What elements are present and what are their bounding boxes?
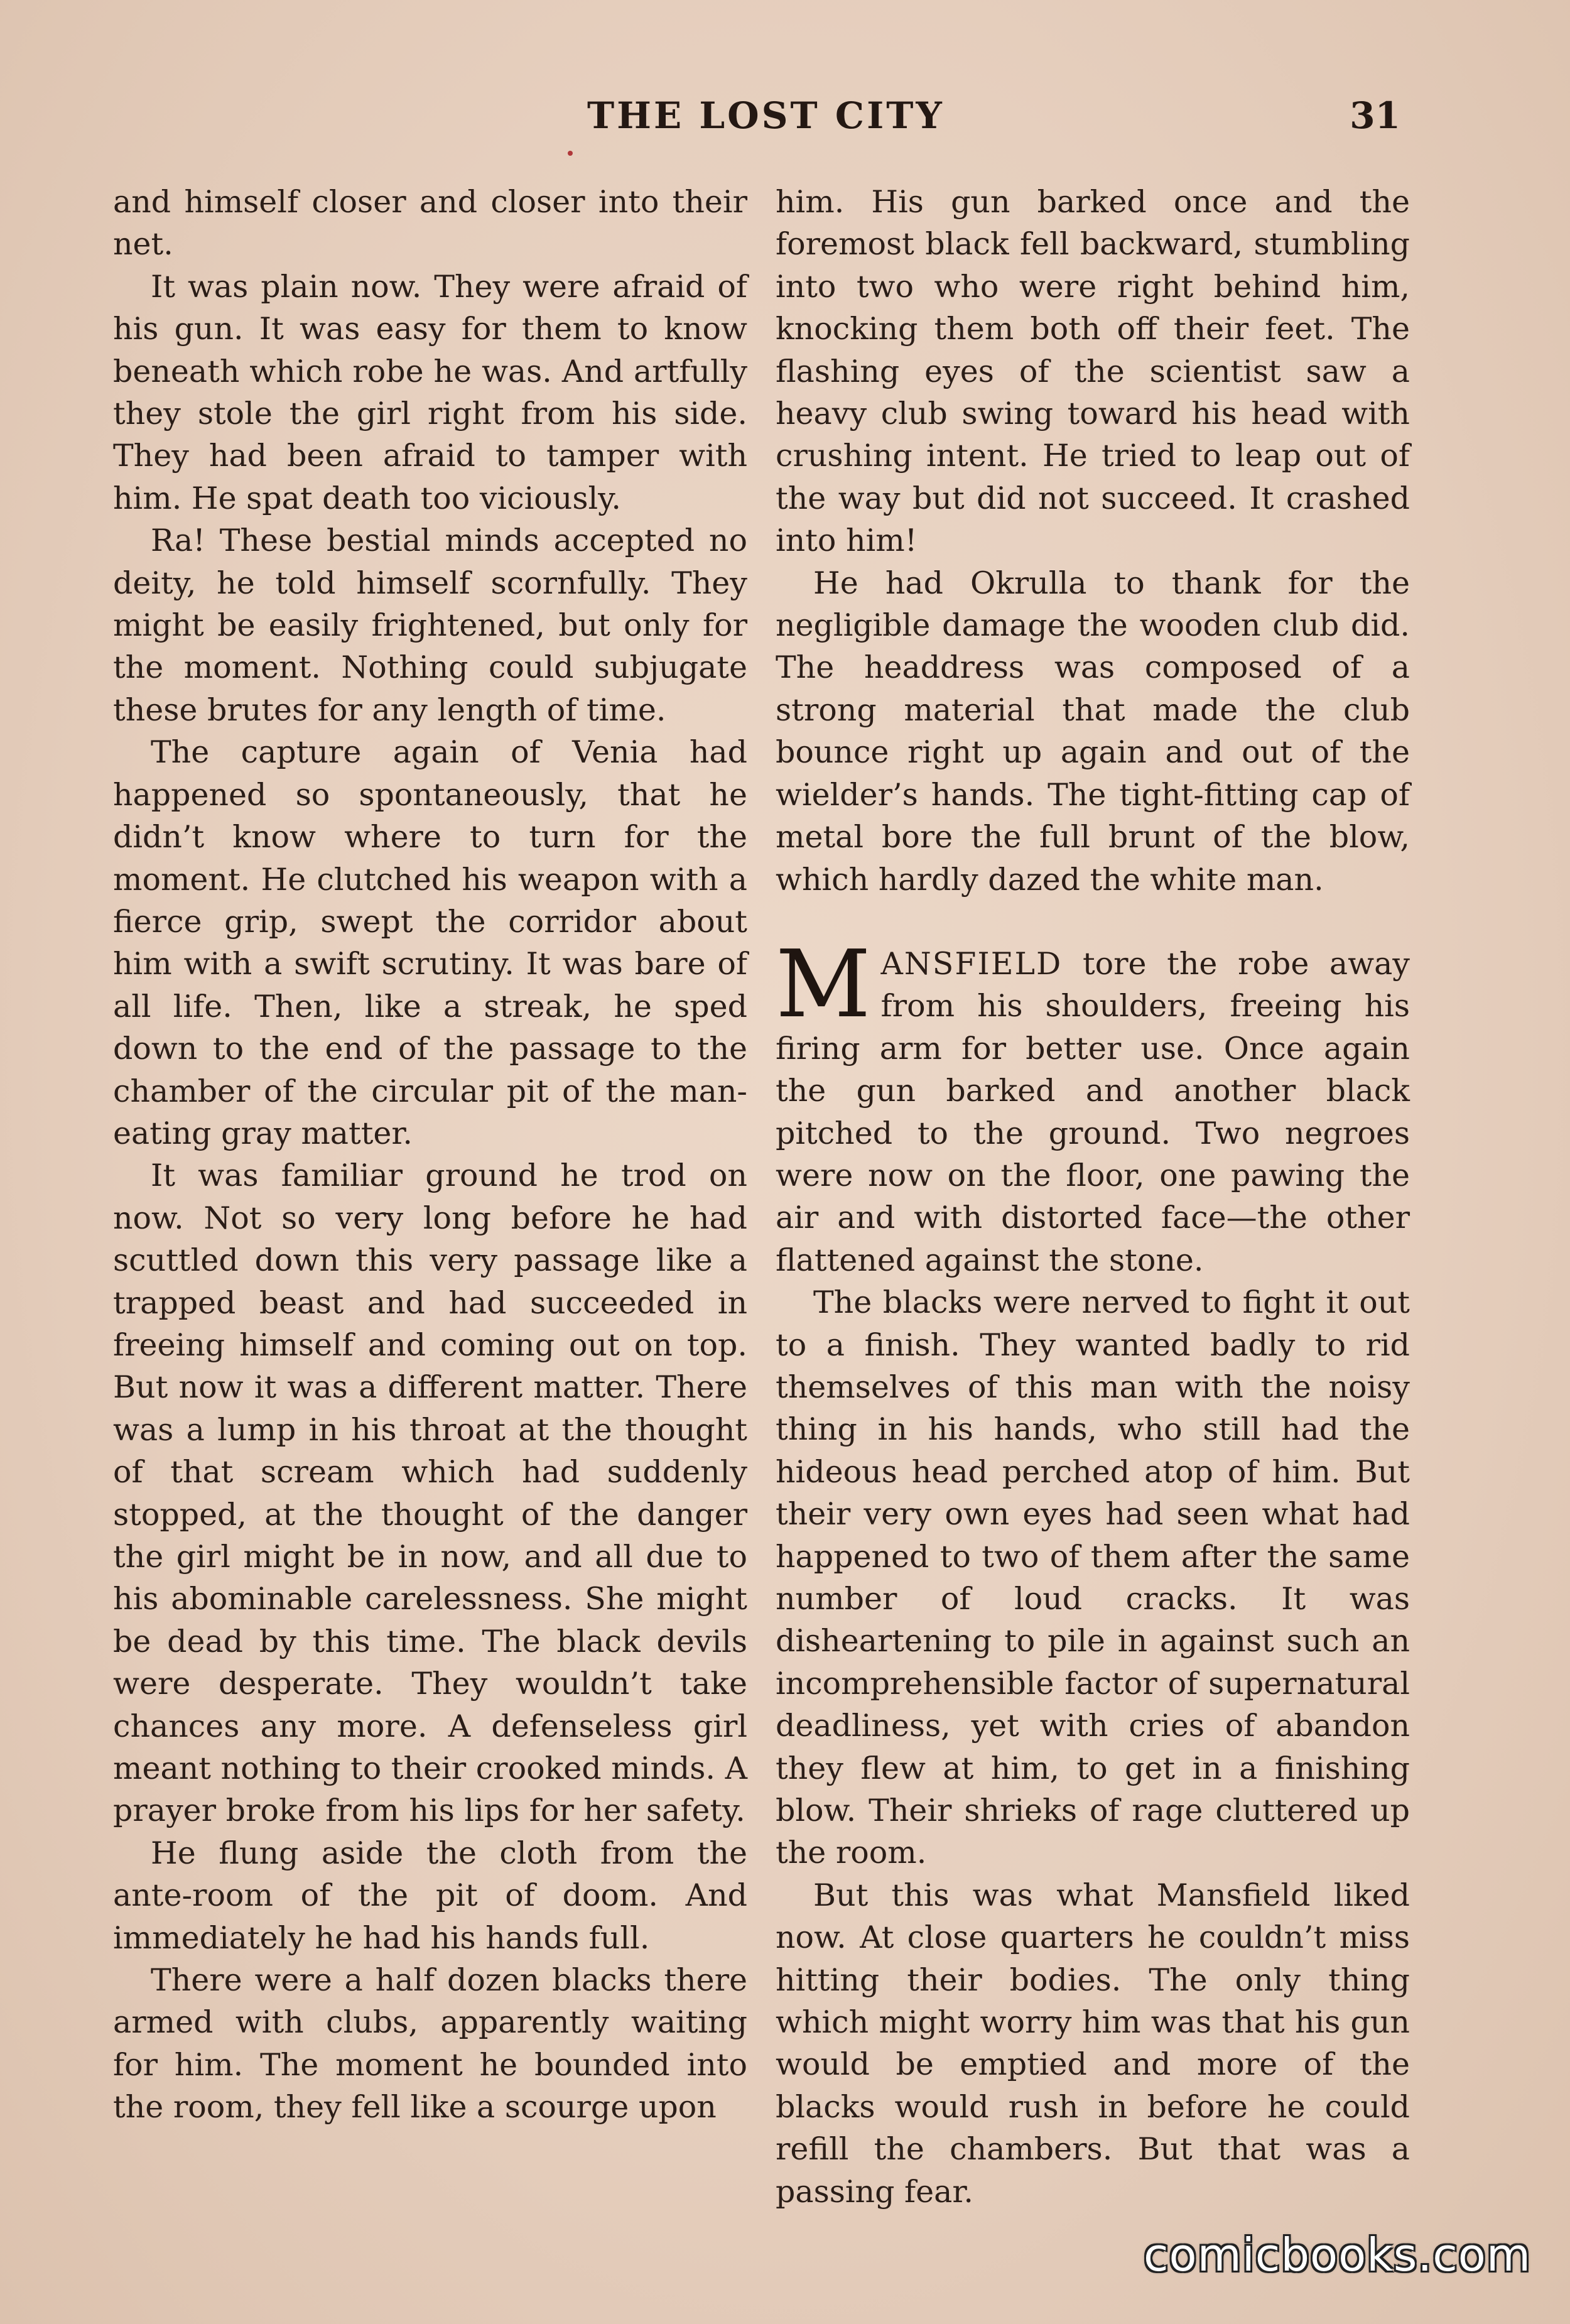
section-opening-paragraph <box>776 930 1410 1281</box>
paragraph: The blacks were nerved to fight it out to a finish. They wanted badly to rid themselves of this man with the noisy thing in his hands, who still had the hideous head perched atop of him. But their very own eyes had seen what had happened to two of them after the same number of loud cracks. It was disheartening to pile in against such an incomprehensible factor of supernatural deadliness, yet with cries of abandon they flew at him, to get in a finishing blow. Their shrieks of rage cluttered up the room. <box>776 1284 1410 1871</box>
paragraph: Ra! These bestial minds accepted no deity, he told himself scornfully. They might be easily frightened, but only for the moment. Nothing could subjugate these brutes for any length of time. <box>113 523 747 728</box>
paragraph: The capture again of Venia had happened so spontaneously, that he didn’t know where to turn for the moment. He clutched his weapon with a fierce grip, swept the corridor about him with a swift scrutiny. It was bare of all life. Then, like a streak, he sped down to the end of the passage to the chamber of the circular pit of the man-eating gray matter. <box>113 734 747 1151</box>
page-number: 31 <box>1350 94 1400 137</box>
paragraph: It was familiar ground he trod on now. Not so very long before he had scuttled down this very passage like a trapped beast and had succeeded in freeing himself and coming out on top. But now it was a different matter. There was a lump in his throat at the thought of that scream which had suddenly stopped, at the thought of the danger the girl might be in now, and all due to his abominable carelessness. She might be dead by this time. The black devils were desperate. They wouldn’t take chances any more. A defenseless girl meant nothing to their crooked minds. A prayer broke from his lips for her safety. <box>113 1158 747 1829</box>
paragraph: There were a half dozen blacks there armed with clubs, apparently waiting for him. The moment he bounded into the room, they fell like a scourge upon <box>113 1962 747 2126</box>
paragraph: He flung aside the cloth from the ante-room of the pit of doom. And immediately he had his hands full. <box>113 1835 747 1956</box>
paragraph: and himself closer and closer into their net. <box>113 184 747 263</box>
right-column <box>776 181 1410 2213</box>
paragraph: It was plain now. They were afraid of his gun. It was easy for them to know beneath which robe he was. And artfully they stole the girl right from his side. They had been afraid to tamper with him. He spat death too viciously. <box>113 268 747 516</box>
paragraph: him. His gun barked once and the foremost black fell backward, stumbling into two who were right behind him, knocking them both off their feet. The flashing eyes of the scientist saw a heavy club swing toward his head with crushing intent. He tried to leap out of the way but did not succeed. It crashed into him! <box>776 184 1410 559</box>
drop-cap: M <box>776 930 871 1038</box>
small-caps-lead: ANSFIELD <box>880 945 1063 982</box>
watermark: comicbooks.com <box>1143 2229 1531 2281</box>
left-column <box>113 181 747 2129</box>
ink-speck <box>568 151 573 156</box>
paragraph-text: tore the robe away from his shoulders, freeing his firing arm for better use. Once again the gun barked and another black pitched to the ground. Two negroes were now on the floor, one pawing the air and with distorted face—the other flattened against the stone. <box>776 945 1410 1278</box>
running-title: THE LOST CITY <box>587 94 945 137</box>
page-header <box>110 94 1400 144</box>
paragraph: He had Okrulla to thank for the negligible damage the wooden club did. The headdress was composed of a strong material that made the club bounce right up again and out of the wielder’s hands. The tight-fitting cap of metal bore the full brunt of the blow, which hardly dazed the white man. <box>776 565 1410 898</box>
paragraph: But this was what Mansfield liked now. At close quarters he couldn’t miss hitting their bodies. The only thing which might worry him was that his gun would be emptied and more of the blacks would rush in before he could refill the chambers. But that was a passing fear. <box>776 1877 1410 2210</box>
